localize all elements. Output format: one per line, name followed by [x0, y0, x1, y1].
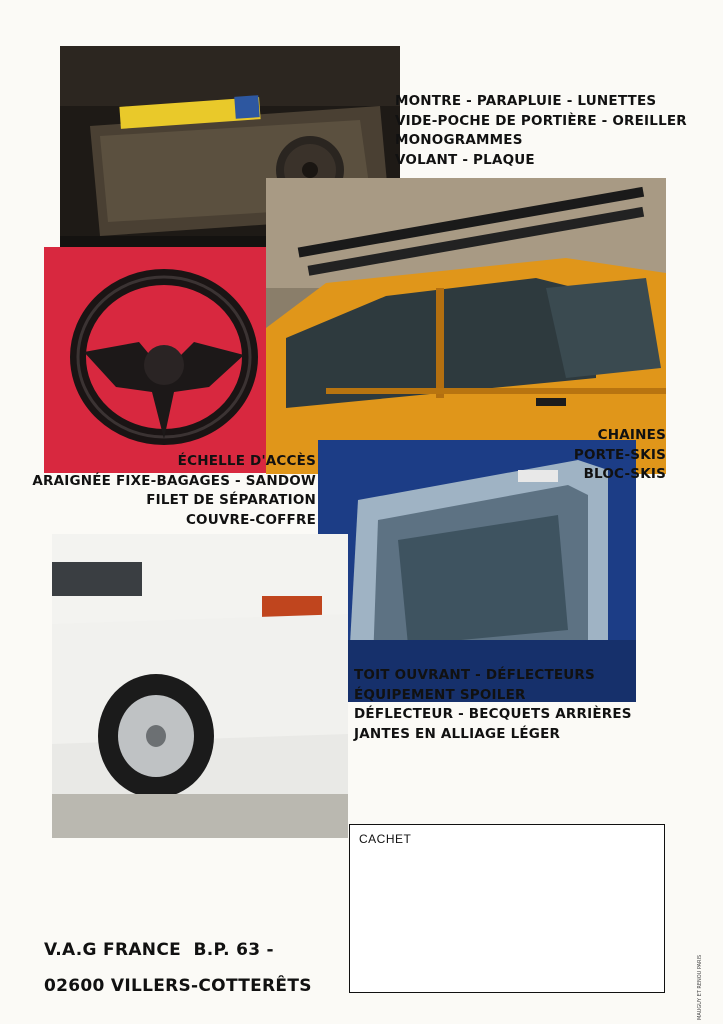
caption-body-and-wheels: [354, 666, 632, 744]
caption-accessories-interior: [395, 92, 687, 170]
printer-credit: MAUGUY ET RENOU PARIS: [697, 954, 703, 1020]
photo-white-car-wheel: [52, 534, 348, 838]
address-line-1: V.A.G FRANCE B.P. 63 -: [44, 940, 274, 960]
cachet-label: CACHET: [359, 832, 412, 846]
caption-line: CHAINES: [597, 427, 666, 443]
caption-line: ÉQUIPEMENT SPOILER: [354, 686, 526, 703]
caption-line: ARAIGNÉE FIXE-BAGAGES - SANDOW: [32, 472, 316, 489]
caption-roof-and-luggage: [26, 452, 316, 530]
caption-line: MONOGRAMMES: [395, 132, 523, 148]
caption-line: VOLANT - PLAQUE: [395, 151, 535, 168]
photo-steering-wheel: [44, 247, 280, 473]
caption-line: TOIT OUVRANT - DÉFLECTEURS: [354, 667, 595, 683]
caption-line: MONTRE - PARAPLUIE - LUNETTES: [395, 93, 657, 109]
caption-ski-equipment: [566, 426, 666, 485]
dealer-stamp-box: [349, 824, 665, 993]
caption-line: JANTES EN ALLIAGE LÉGER: [354, 725, 561, 742]
caption-line: DÉFLECTEUR - BECQUETS ARRIÈRES: [354, 706, 632, 722]
caption-line: PORTE-SKIS: [573, 446, 666, 463]
address-line-2: 02600 VILLERS-COTTERÊTS: [44, 976, 312, 996]
caption-line: COUVRE-COFFRE: [185, 511, 316, 528]
caption-line: VIDE-POCHE DE PORTIÈRE - OREILLER: [395, 112, 687, 129]
caption-line: ÉCHELLE D'ACCÈS: [177, 453, 316, 469]
caption-line: BLOC-SKIS: [583, 466, 666, 482]
caption-line: FILET DE SÉPARATION: [146, 492, 316, 508]
